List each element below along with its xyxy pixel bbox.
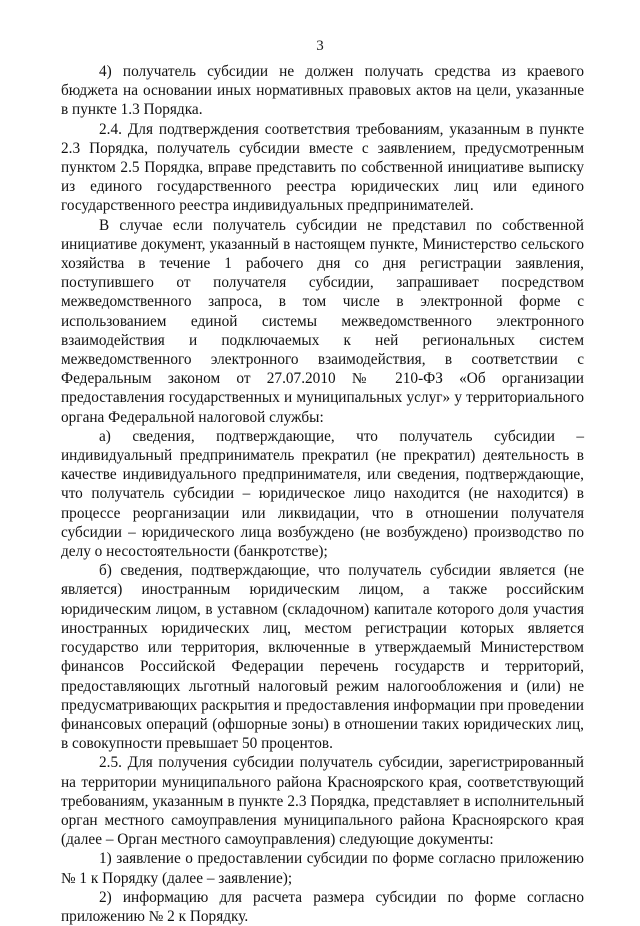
paragraph-item-4: 4) получатель субсидии не должен получать средства из краевого бюджета на основании иных нормативных правовых актов на цели, указанные в пункте 1.3 Порядка. [61,63,584,119]
page-number: 3 [316,38,324,54]
paragraph-doc-2: 2) информацию для расчета размера субсидии по форме согласно приложению № 2 к Порядку. [61,888,584,925]
paragraph-item-a: а) сведения, подтверждающие, что получатель субсидии – индивидуальный предприниматель прекратил (не прекратил) деятельность в качестве индивидуального предпринимателя, или сведения, подтверждающие, что получатель субсидии – юридическое лицо находится (не находится) в процессе реорганизации или ликвидации, что в отношении получателя субсидии – юридического лица возбуждено (не возбуждено) производство по делу о несостоятельности (банкротстве); [61,427,584,561]
paragraph-doc-1: 1) заявление о предоставлении субсидии по форме согласно приложению № 1 к Порядку (далее – заявление); [61,850,584,887]
paragraph-item-b: б) сведения, подтверждающие, что получатель субсидии является (не является) иностранным юридическим лицом, а также российским юридическим лицом, в уставном (складочном) капитале которого доля участия иностранных юридических лиц, местом регистрации которых является государство или территория, включенные в утверждаемый Министерством финансов Российской Федерации перечень государств и территорий, предоставляющих льготный налоговый режим налогообложения и (или) не предусматривающих раскрытия и предоставления информации при проведении финансовых операций (офшорные зоны) в отношении таких юридических лиц, в совокупности превышает 50 процентов. [61,562,584,753]
document-body [61,62,584,926]
paragraph-2-5: 2.5. Для получения субсидии получатель субсидии, зарегистрированный на территории муниципального района Красноярского края, соответствующий требованиям, указанным в пункте 2.3 Порядка, представляет в исполнительный орган местного самоуправления муниципального района Красноярского края (далее – Орган местного самоуправления) следующие документы: [61,754,584,849]
paragraph-2-4: 2.4. Для подтверждения соответствия требованиям, указанным в пункте 2.3 Порядка, получатель субсидии вместе с заявлением, предусмотренным пунктом 2.5 Порядка, вправе представить по собственной инициативе выписку из единого государственного реестра юридических лиц или единого государственного реестра индивидуальных предпринимателей. [61,120,584,215]
paragraph-request: В случае если получатель субсидии не представил по собственной инициативе документ, указанный в настоящем пункте, Министерство сельского хозяйства в течение 1 рабочего дня со дня регистрации заявления, поступившего от получателя субсидии, запрашивает посредством межведомственного запроса, в том числе в электронной форме с использованием единой системы межведомственного электронного взаимодействия и подключаемых к ней региональных систем межведомственного электронного взаимодействия, в соответствии с Федеральным законом от 27.07.2010 № 210-ФЗ «Об организации предоставления государственных и муниципальных услуг» у территориального органа Федеральной налоговой службы: [61,216,584,426]
